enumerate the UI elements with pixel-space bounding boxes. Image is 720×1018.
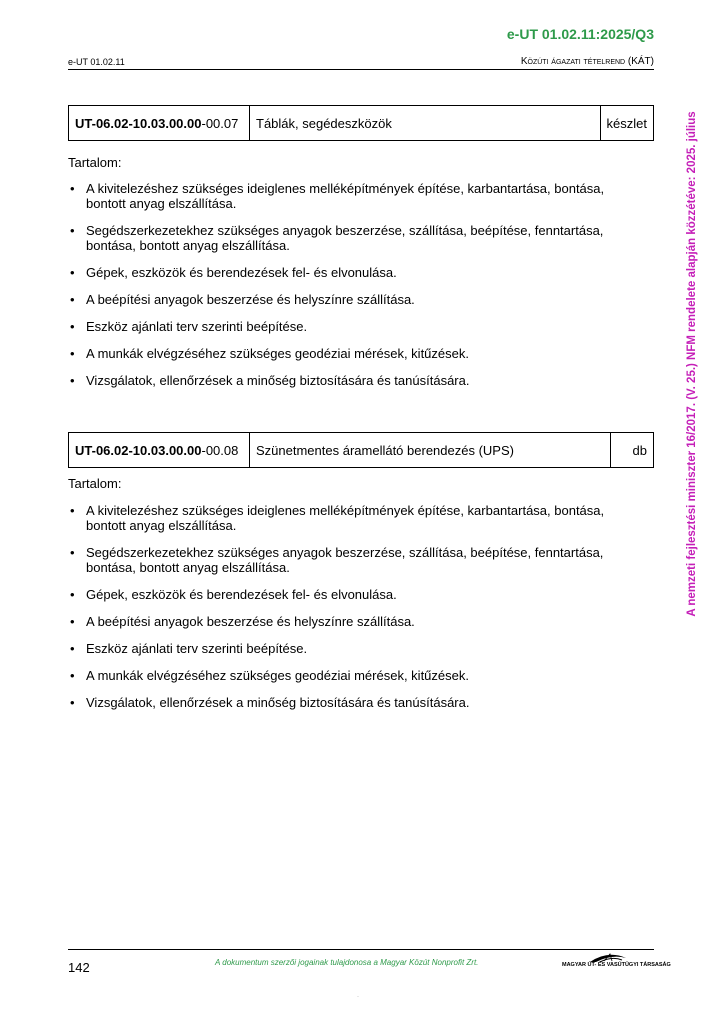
item-unit: db bbox=[611, 433, 654, 468]
logo-text: MAGYAR ÚT- ÉS VASÚTÜGYI TÁRSASÁG bbox=[562, 962, 671, 968]
footer-copyright: A dokumentum szerzői jogainak tulajdonosa a Magyar Közút Nonprofit Zrt. bbox=[215, 958, 479, 967]
item-code bbox=[69, 433, 250, 468]
item-description: Táblák, segédeszközök bbox=[250, 106, 601, 141]
item-code-suffix: -00.07 bbox=[201, 115, 239, 131]
side-note: A nemzeti fejlesztési miniszter 16/2017. (V. 25.) NFM rendelete alapján közzétéve: 2025. július bbox=[686, 111, 698, 617]
list-item: • A munkák elvégzéséhez szükséges geodéziai mérések, kitűzések. bbox=[68, 346, 628, 361]
item-row bbox=[69, 433, 654, 468]
item-unit: készlet bbox=[600, 106, 653, 141]
center-dot: · bbox=[357, 994, 359, 1000]
list-item: • Segédszerkezetekhez szükséges anyagok beszerzése, szállítása, beépítése, fenntartása, bontása, bontott anyag elszállítása. bbox=[68, 545, 628, 575]
list-item: • A beépítési anyagok beszerzése és helyszínre szállítása. bbox=[68, 614, 628, 629]
header-left: e-UT 01.02.11 bbox=[68, 57, 125, 67]
item-code-main: UT-06.02-10.03.00.00 bbox=[75, 442, 202, 458]
list-item: • A kivitelezéshez szükséges ideiglenes melléképítmények építése, karbantartása, bontása, bontott anyag elszállítása. bbox=[68, 503, 628, 533]
item-code-suffix: -00.08 bbox=[201, 442, 239, 458]
item-table-2 bbox=[68, 432, 654, 468]
doc-code: e-UT 01.02.11:2025/Q3 bbox=[506, 26, 654, 42]
item-description: Szünetmentes áramellátó berendezés (UPS) bbox=[250, 433, 611, 468]
list-item: • A munkák elvégzéséhez szükséges geodéziai mérések, kitűzések. bbox=[68, 668, 628, 683]
list-item: • Segédszerkezetekhez szükséges anyagok beszerzése, szállítása, beépítése, fenntartása, bontása, bontott anyag elszállítása. bbox=[68, 223, 628, 253]
item-code-main: UT-06.02-10.03.00.00 bbox=[75, 115, 202, 131]
footer-divider bbox=[68, 949, 654, 950]
header-right: Közúti ágazati tételrend (KÁT) bbox=[520, 56, 654, 67]
page-number: 142 bbox=[68, 960, 90, 975]
list-item: • Vizsgálatok, ellenőrzések a minőség biztosítására és tanúsítására. bbox=[68, 695, 628, 710]
page-header bbox=[68, 56, 654, 70]
item-row bbox=[69, 106, 654, 141]
content-list-2 bbox=[68, 503, 628, 722]
item-table-1 bbox=[68, 105, 654, 141]
list-item: • Vizsgálatok, ellenőrzések a minőség biztosítására és tanúsítására. bbox=[68, 373, 628, 388]
list-item: • Eszköz ajánlati terv szerinti beépítése. bbox=[68, 319, 628, 334]
list-item: • Gépek, eszközök és berendezések fel- és elvonulása. bbox=[68, 265, 628, 280]
list-item: • A kivitelezéshez szükséges ideiglenes melléképítmények építése, karbantartása, bontása, bontott anyag elszállítása. bbox=[68, 181, 628, 211]
list-item: • Eszköz ajánlati terv szerinti beépítése. bbox=[68, 641, 628, 656]
content-label: Tartalom: bbox=[68, 476, 122, 491]
content-list-1 bbox=[68, 181, 628, 400]
content-label: Tartalom: bbox=[68, 155, 122, 170]
list-item: • A beépítési anyagok beszerzése és helyszínre szállítása. bbox=[68, 292, 628, 307]
list-item: • Gépek, eszközök és berendezések fel- és elvonulása. bbox=[68, 587, 628, 602]
item-code bbox=[69, 106, 250, 141]
